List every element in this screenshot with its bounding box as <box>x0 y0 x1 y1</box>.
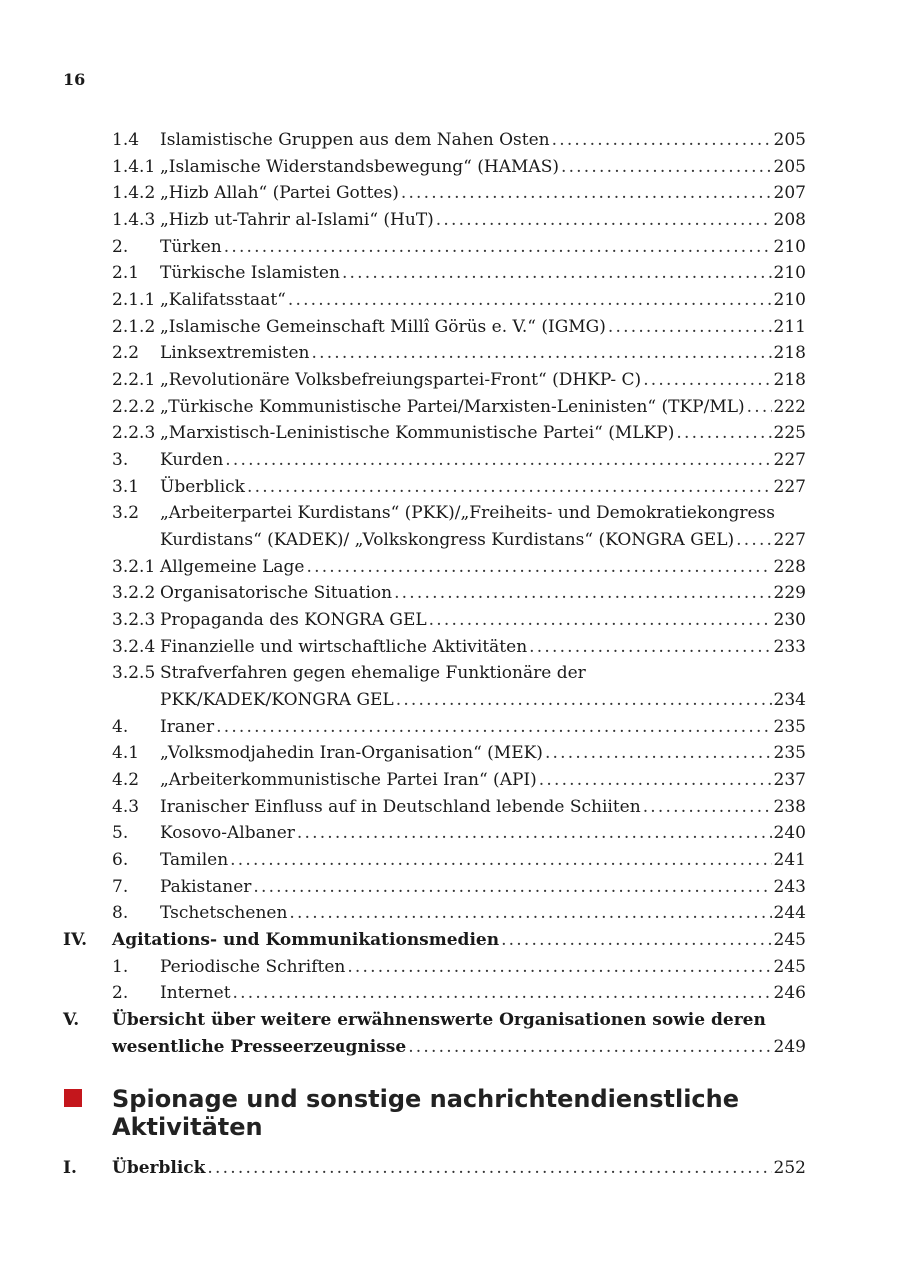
dot-leader <box>545 740 772 767</box>
dot-leader <box>224 234 772 261</box>
toc-number: 2. <box>112 983 129 1003</box>
toc-page: 235 <box>773 743 806 763</box>
toc-number: 6. <box>112 850 129 870</box>
toc-label: Finanzielle und wirtschaftliche Aktivitäten <box>160 637 528 657</box>
toc-page: 222 <box>773 397 806 417</box>
toc-page: 207 <box>773 183 806 203</box>
toc-number: 3.2.5 <box>112 663 156 683</box>
toc-number: 2.2.2 <box>112 397 156 417</box>
toc-label: Tschetschenen <box>160 903 288 923</box>
toc-number: 2.2.3 <box>112 423 156 443</box>
toc-page: 229 <box>773 583 806 603</box>
toc-entry[interactable] <box>112 474 806 501</box>
toc-label: Linksextremisten <box>160 343 310 363</box>
toc-page: 218 <box>773 370 806 390</box>
dot-leader <box>539 767 772 794</box>
toc-page: 218 <box>773 343 806 363</box>
toc-page: 245 <box>773 930 806 950</box>
toc-page: 205 <box>773 157 806 177</box>
toc-entry-continuation[interactable] <box>112 527 806 554</box>
toc-number: 4.1 <box>112 743 140 763</box>
toc-page: 243 <box>773 877 806 897</box>
toc-entry[interactable] <box>112 127 806 154</box>
toc-label: Überblick <box>160 477 245 497</box>
toc-entry[interactable] <box>112 714 806 741</box>
toc-label-line1: „Arbeiterpartei Kurdistans“ (PKK)/„Freiheits- und Demokratiekongress <box>160 503 775 523</box>
toc-label: Iranischer Einfluss auf in Deutschland lebende Schiiten <box>160 797 641 817</box>
toc-entry[interactable] <box>112 874 806 901</box>
toc-page: 244 <box>773 903 806 923</box>
toc-entry[interactable] <box>112 340 806 367</box>
toc-number: 3.2.3 <box>112 610 156 630</box>
dot-leader <box>747 394 772 421</box>
toc-number: 3.2.2 <box>112 583 156 603</box>
toc-entry[interactable] <box>112 314 806 341</box>
toc-number: 4.2 <box>112 770 140 790</box>
toc-entry[interactable] <box>112 447 806 474</box>
toc-entry[interactable] <box>112 900 806 927</box>
dot-leader <box>676 420 771 447</box>
dot-leader <box>394 580 771 607</box>
toc-label: Agitations- und Kommunikationsmedien <box>112 930 500 950</box>
toc-number: I. <box>63 1158 77 1178</box>
toc-entry[interactable] <box>112 420 806 447</box>
toc-entry[interactable] <box>112 260 806 287</box>
toc-number: 1.4.1 <box>112 157 156 177</box>
toc-label: Überblick <box>112 1158 206 1178</box>
toc-number: 7. <box>112 877 129 897</box>
dot-leader <box>736 527 771 554</box>
toc-entry[interactable] <box>112 394 806 421</box>
toc-label: Kurdistans“ (KADEK)/ „Volkskongress Kurdistans“ (KONGRA GEL) <box>160 530 735 550</box>
chapter-heading: Spionage und sonstige nachrichtendienstliche Aktivitäten <box>112 1085 740 1141</box>
toc-entry[interactable] <box>112 660 806 687</box>
dot-leader <box>207 1155 771 1182</box>
toc-entry[interactable] <box>112 634 806 661</box>
toc-page: 230 <box>773 610 806 630</box>
toc-page: 210 <box>773 237 806 257</box>
dot-leader <box>529 634 771 661</box>
toc-number: V. <box>63 1010 80 1030</box>
dot-leader <box>347 954 771 981</box>
toc-page: 235 <box>773 717 806 737</box>
dot-leader <box>288 287 772 314</box>
toc-entry[interactable] <box>112 207 806 234</box>
page-number: 16 <box>63 70 86 89</box>
toc-label: Tamilen <box>160 850 229 870</box>
toc-label-line1: Übersicht über weitere erwähnenswerte Organisationen sowie deren <box>112 1010 766 1030</box>
toc-entry[interactable] <box>112 500 806 527</box>
toc-page: 227 <box>773 477 806 497</box>
toc-page: 240 <box>773 823 806 843</box>
dot-leader <box>297 820 772 847</box>
toc-label: „Volksmodjahedin Iran-Organisation“ (MEK) <box>160 743 543 763</box>
toc-entry[interactable] <box>112 980 806 1007</box>
dot-leader <box>247 474 772 501</box>
toc-entry-section[interactable] <box>63 927 806 954</box>
toc-number: 2.1 <box>112 263 140 283</box>
toc-entry[interactable] <box>112 154 806 181</box>
toc-number: 3.1 <box>112 477 140 497</box>
toc-entry-continuation[interactable] <box>63 1034 806 1061</box>
toc-label: Periodische Schriften <box>160 957 346 977</box>
toc-entry[interactable] <box>112 554 806 581</box>
toc-label: PKK/KADEK/KONGRA GEL <box>160 690 394 710</box>
dot-leader <box>501 927 771 954</box>
dot-leader <box>312 340 772 367</box>
dot-leader <box>608 314 772 341</box>
dot-leader <box>436 207 772 234</box>
dot-leader <box>253 874 771 901</box>
toc-number: 3. <box>112 450 129 470</box>
toc-label: Kurden <box>160 450 224 470</box>
toc-page: 246 <box>773 983 806 1003</box>
toc-number: 1.4 <box>112 130 140 150</box>
dot-leader <box>552 127 772 154</box>
dot-leader <box>307 554 772 581</box>
toc-label: „Hizb ut-Tahrir al-Islami“ (HuT) <box>160 210 434 230</box>
toc-label: Allgemeine Lage <box>160 557 305 577</box>
dot-leader <box>401 180 772 207</box>
toc-page: 227 <box>773 530 806 550</box>
toc-entry[interactable] <box>112 287 806 314</box>
toc-page: 211 <box>773 317 806 337</box>
toc-label: „Arbeiterkommunistische Partei Iran“ (API) <box>160 770 537 790</box>
toc-number: 3.2.4 <box>112 637 156 657</box>
toc-page: 210 <box>773 263 806 283</box>
toc-label: Türkische Islamisten <box>160 263 340 283</box>
dot-leader <box>225 447 771 474</box>
toc-label: Iraner <box>160 717 215 737</box>
toc-label-line1: Strafverfahren gegen ehemalige Funktionäre der <box>160 663 586 683</box>
toc-number: 4.3 <box>112 797 140 817</box>
toc-page: 234 <box>773 690 806 710</box>
toc-label: Kosovo-Albaner <box>160 823 295 843</box>
toc-number: 4. <box>112 717 129 737</box>
toc-label: Propaganda des KONGRA GEL <box>160 610 427 630</box>
toc-entry[interactable] <box>112 794 806 821</box>
toc-page: 225 <box>773 423 806 443</box>
dot-leader <box>429 607 772 634</box>
toc-entry-continuation[interactable] <box>112 687 806 714</box>
toc-number: 2. <box>112 237 129 257</box>
toc-page: 245 <box>773 957 806 977</box>
dot-leader <box>216 714 771 741</box>
toc-number: 5. <box>112 823 129 843</box>
toc-label: Islamistische Gruppen aus dem Nahen Osten <box>160 130 550 150</box>
dot-leader <box>230 847 771 874</box>
dot-leader <box>396 687 772 714</box>
toc-entry[interactable] <box>112 740 806 767</box>
toc-entry[interactable] <box>112 180 806 207</box>
dot-leader <box>342 260 772 287</box>
toc-entry[interactable] <box>112 847 806 874</box>
toc-page: 238 <box>773 797 806 817</box>
toc-entry[interactable] <box>112 767 806 794</box>
toc-page: 210 <box>773 290 806 310</box>
toc-number: 2.2.1 <box>112 370 156 390</box>
toc-page: 228 <box>773 557 806 577</box>
toc-entry-section[interactable] <box>63 1007 806 1034</box>
toc-label: Internet <box>160 983 231 1003</box>
toc-number: 3.2.1 <box>112 557 156 577</box>
toc-page: 227 <box>773 450 806 470</box>
toc-entry[interactable] <box>112 607 806 634</box>
dot-leader <box>233 980 772 1007</box>
toc-page: 241 <box>773 850 806 870</box>
toc-label: Pakistaner <box>160 877 252 897</box>
toc-number: 8. <box>112 903 129 923</box>
toc-number: 1.4.2 <box>112 183 156 203</box>
toc-page: 233 <box>773 637 806 657</box>
toc-page: 208 <box>773 210 806 230</box>
dot-leader <box>643 794 772 821</box>
toc-entry[interactable] <box>112 820 806 847</box>
dot-leader <box>643 367 771 394</box>
toc-page: 237 <box>773 770 806 790</box>
toc-label: „Türkische Kommunistische Partei/Marxisten-Leninisten“ (TKP/ML) <box>160 397 745 417</box>
toc-number: 1. <box>112 957 129 977</box>
dot-leader <box>289 900 771 927</box>
dot-leader <box>408 1034 771 1061</box>
toc-entry[interactable] <box>112 954 806 981</box>
toc-label: „Islamische Gemeinschaft Millî Görüs e. V.“ (IGMG) <box>160 317 606 337</box>
toc-number: 2.1.1 <box>112 290 156 310</box>
toc-label: wesentliche Presseerzeugnisse <box>112 1037 407 1057</box>
chapter-marker-square <box>64 1089 82 1107</box>
toc-number: 2.1.2 <box>112 317 156 337</box>
toc-number: 2.2 <box>112 343 140 363</box>
toc-number: IV. <box>63 930 88 950</box>
toc-number: 1.4.3 <box>112 210 156 230</box>
dot-leader <box>561 154 772 181</box>
toc-label: „Kalifatsstaat“ <box>160 290 286 310</box>
toc-page: 249 <box>773 1037 806 1057</box>
toc-label: „Marxistisch-Leninistische Kommunistische Partei“ (MLKP) <box>160 423 675 443</box>
toc-entry[interactable] <box>112 367 806 394</box>
toc-label: „Islamische Widerstandsbewegung“ (HAMAS) <box>160 157 559 177</box>
toc-entry[interactable] <box>112 580 806 607</box>
toc-page: 205 <box>773 130 806 150</box>
toc-entry[interactable] <box>112 234 806 261</box>
toc-label: „Revolutionäre Volksbefreiungspartei-Front“ (DHKP- C) <box>160 370 642 390</box>
toc-label: Türken <box>160 237 222 257</box>
toc-label: „Hizb Allah“ (Partei Gottes) <box>160 183 399 203</box>
toc-page: 252 <box>773 1158 806 1178</box>
toc-label: Organisatorische Situation <box>160 583 393 603</box>
toc-number: 3.2 <box>112 503 140 523</box>
toc-entry-section[interactable] <box>63 1155 806 1182</box>
